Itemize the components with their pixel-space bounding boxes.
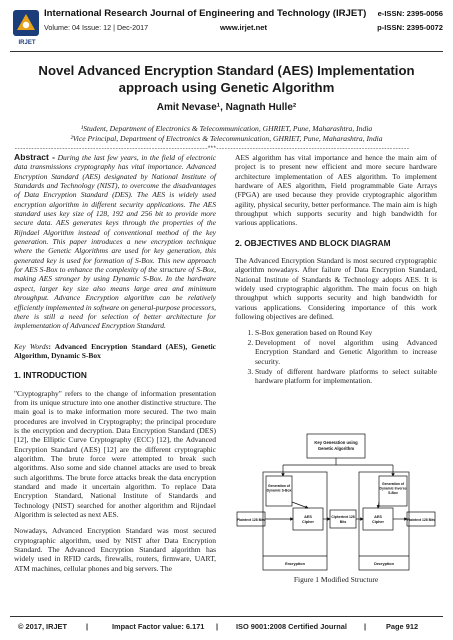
intro-paragraph-1: "Cryptography" refers to the change of information presentation from its unique structure into one another distinctive structure. The main goal is to make information more secured. The two main procedures are involved in Cryptography; the principal procedure is the encryption and decryption. Data Encryption Standard (DES) [12], the Elliptic Curve Cryptography (ECC) [12], the Advanced Encryption Standard (AES) [12] are the different cryptographic algorithm. The brute force were attempted to break such algorithms. Also some and side channel attacks are used to break such algorithms. The brute force attacks break the data encryption standard and made it uncertain algorithm. To replace Data Encryption Standard, National Institute of Standards and Technology (NIST) searched for another algorithm and Rijndael Algorithm is selected as next AES. (14, 388, 216, 520)
figure-caption: Figure 1 Modified Structure (293, 575, 379, 584)
journal-website[interactable]: www.irjet.net (220, 23, 267, 32)
objectives-list (255, 328, 437, 386)
section-heading-objectives: 2. OBJECTIVES AND BLOCK DIAGRAM (235, 237, 391, 248)
volume-issue: Volume: 04 Issue: 12 | Dec-2017 (44, 23, 149, 32)
diagram-right-gen-label: Generation of Dynamic Inverse S-Box (379, 482, 407, 495)
footer-separator: | (216, 622, 219, 631)
diagram-decryption-label: Decryption (374, 562, 394, 566)
eissn: e-ISSN: 2395-0056 (377, 9, 443, 18)
abstract (14, 153, 216, 331)
objective-item: 2. Development of novel algorithm using Advanced Encryption Standard and Genetic Algorithm to increase security. (255, 338, 437, 366)
footer-separator: | (364, 622, 367, 631)
header-rule (10, 51, 443, 52)
journal-name: International Research Journal of Engineering and Technology (IRJET) (44, 8, 367, 19)
diagram-plaintext-right: Plaintext 128 Bits (406, 518, 436, 522)
right-paragraph-1: AES algorithm has vital importance and hence the main aim of project is to present new efficient and more secure hardware architecture implementation of AES algorithm. To implement hardware of AES algorithm, Field programmable Gate Arrays (FPGA) are used because they provide cryptographic algorithm agility, physical security, better performance. The main aim is high throughput which supports security and high bandwidth for various applications. (235, 153, 437, 228)
diagram-encryption-label: Encryption (285, 562, 305, 566)
affiliation-1: ¹Student, Department of Electronics & Telecommunication, GHRIET, Pune, Maharashtra, India (80, 124, 373, 133)
diagram-aes-left-label: AES Cipher (301, 515, 315, 524)
block-diagram (235, 432, 437, 574)
separator-line: ---------------------------------------------------------------------***--------------------------------------------------------------------- (14, 145, 409, 152)
diagram-top-box-label: Key Generation using Genetic Algorithm (314, 440, 358, 451)
pissn: p-ISSN: 2395-0072 (377, 23, 443, 32)
footer-separator: | (86, 622, 89, 631)
abstract-text: During the last few years, in the field of electronic data transmissions cryptography has vital importance. Advanced Encryption Standard (AES) designated by National Institute of Standards and Technology (NIST), to overcome the disadvantages of Data Encryption Standard (DES). The AES is widely used encryption algorithm in different security applications. The AES standard uses key size of 128, 192 and 256 bit to provide more secure data. AES generates keys through the properties of the Rijndael Algorithm instead of conventional method of the key generation. This paper introduces a new encryption technique where the Genetic Algorithms are used for key generation, this generated key is used for formation of S-Box. This new approach for AES S-Box to enhance the complexity of the structure of S-Box, making AES stronger by using Dynamic S-Box. In the hardware aspect, larger key size also means large area and minimum throughput. Advance Encryption algorithm can be relatively efficiently implemented in software on general-purpose processors, there is still a need for selection of better architecture for implementation of Advanced Encryption Standard. (14, 153, 216, 331)
diagram-plaintext-left: Plaintext 128 Bits (236, 518, 266, 522)
footer-iso: ISO 9001:2008 Certified Journal (236, 622, 347, 631)
paper-authors: Amit Nevase¹, Nagnath Hulle² (156, 102, 297, 113)
logo-text: IRJET (18, 40, 36, 46)
footer-rule (10, 616, 443, 617)
intro-paragraph-2: Nowadays, Advanced Encryption Standard was most secured cryptographic algorithm, used by NIST after Data Encryption Standard. The Advanced Encryption Standard algorithm has widely used in RFID cards, firewalls, routers, firmware, UART, ATM machines, cellular phones and big servers. The (14, 526, 216, 573)
footer-impact: Impact Factor value: 6.171 (112, 622, 205, 631)
diagram-ciphertext-label: Ciphertext 128 Bits (331, 515, 355, 524)
affiliation-2: ²Vice Principal, Department of Electronics & Telecommunication, GHRIET, Pune, Maharashtra, India (70, 134, 383, 143)
objective-item: 3. Study of different hardware platforms to select suitable hardware platform for implementation. (255, 367, 437, 386)
section-heading-introduction: 1. INTRODUCTION (14, 370, 87, 381)
left-column (14, 153, 216, 580)
diagram-left-gen-label: Generation of Dynamic S-Box (266, 484, 292, 493)
paper-title: Novel Advanced Encryption Standard (AES) Implementation approach using Genetic Algorithm (38, 63, 415, 95)
keywords-label: Key Words (14, 341, 49, 351)
keywords-text: : Advanced Encryption Standard (AES), Genetic Algorithm, Dynamic S-Box (14, 341, 216, 360)
footer-copyright: © 2017, IRJET (18, 622, 67, 631)
irjet-logo-icon (12, 8, 40, 40)
right-column (235, 153, 437, 387)
abstract-label: Abstract - (14, 152, 55, 162)
objectives-paragraph: The Advanced Encryption Standard is most secured cryptographic algorithm nowadays. After failure of Data Encryption Standard, National Institute of Standards & Technology adopts AES. It is widely used cryptographic algorithm. The main focus on high throughput which supports security and high bandwidth for various applications. Considering importance of this work following objectives are defined. (235, 256, 437, 322)
footer-page: Page 912 (386, 622, 419, 631)
objective-item: 1. S-Box generation based on Round Key (255, 328, 437, 337)
keywords (14, 342, 216, 361)
journal-header (10, 6, 443, 50)
diagram-aes-right-label: AES Cipher (371, 515, 385, 524)
